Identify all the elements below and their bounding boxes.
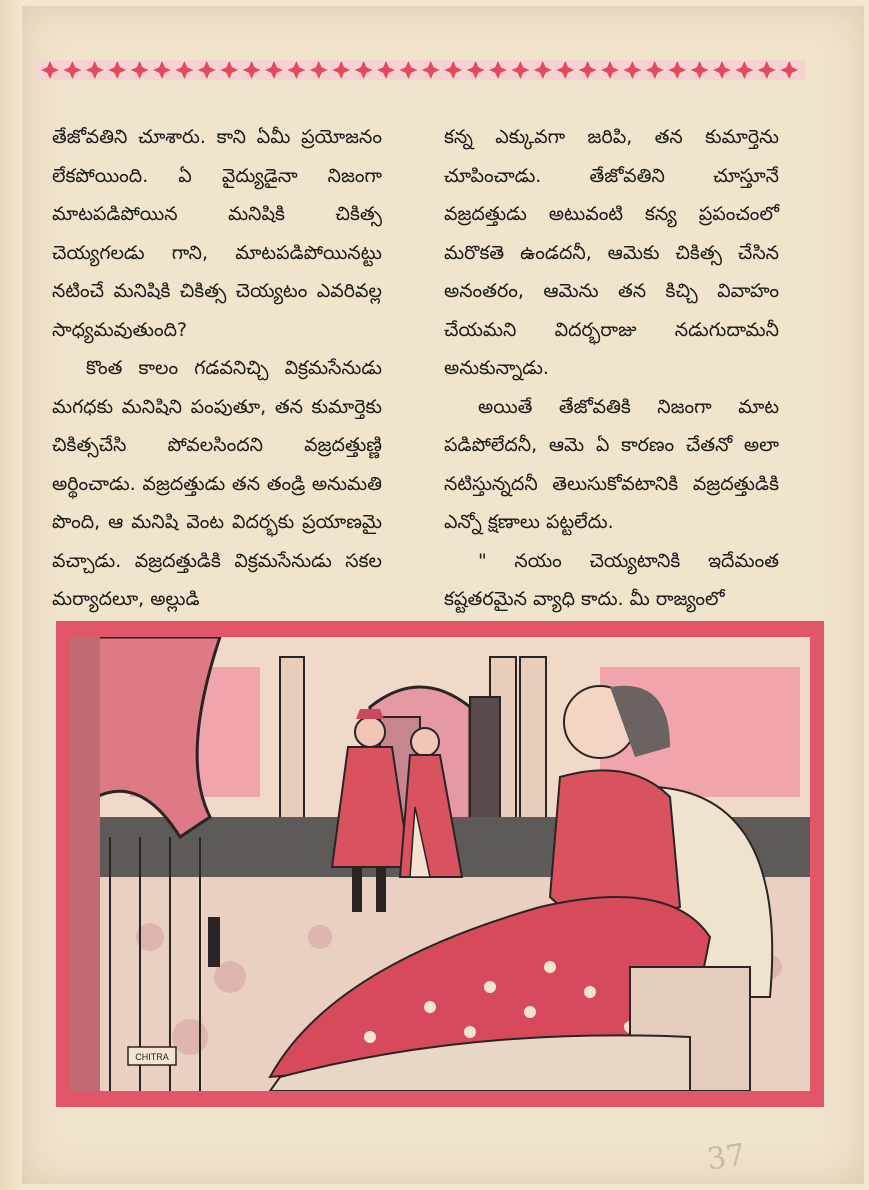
paragraph: తేజోవతిని చూశారు. కాని ఏమీ ప్రయోజనం లేకపోయింది. ఏ వైద్యుడైనా నిజంగా మాటపడిపోయిన మనిషికి చికిత్స చెయ్యగలడు గాని, మాటపడిపోయినట్టు నటించే మనిషికి చికిత్స చెయ్యటం ఎవరివల్ల సాధ్యమవుతుంది?: [52, 126, 382, 341]
left-text-column: [52, 118, 382, 619]
right-text-column: [444, 118, 779, 619]
illustration-scene: [70, 637, 810, 1091]
paragraph: కన్న ఎక్కువగా జరిపి, తన కుమార్తెను చూపించాడు. తేజోవతిని చూస్తూనే వజ్రదత్తుడు అటువంటి కన్య ప్రపంచంలో మరొకతె ఉండదనీ, ఆమెకు చికిత్స చేసిన అనంతరం, ఆమెను తన కిచ్చి వివాహం చేయమని విదర్భరాజు నడుగుదామనీ అనుకున్నాడు.: [444, 126, 779, 379]
decorative-border: [38, 56, 806, 84]
page-number: 37: [704, 1137, 748, 1178]
paragraph: " నయం చెయ్యటానికి ఇదేమంత కష్టతరమైన వ్యాధి కాదు. మీ రాజ్యంలో: [444, 549, 779, 610]
paragraph: అయితే తేజోవతికి నిజంగా మాట పడిపోలేదనీ, ఆమె ఏ కారణం చేతనో అలా నటిస్తున్నదనీ తెలుసుకోవటానికి వజ్రదత్తుడికి ఎన్నో క్షణాలు పట్టలేదు.: [444, 395, 779, 533]
page-binding-edge: [0, 0, 22, 1190]
story-illustration: [56, 621, 824, 1107]
artist-signature: CHITRA: [135, 1052, 169, 1062]
paragraph: కొంత కాలం గడవనిచ్చి విక్రమసేనుడు మగధకు మనిషిని పంపుతూ, తన కుమార్తెకు చికిత్సచేసి పోవలసిందని వజ్రదత్తుణ్ణి అర్థించాడు. వజ్రదత్తుడు తన తండ్రి అనుమతి పొంది, ఆ మనిషి వెంట విదర్భకు ప్రయాణమై వచ్చాడు. వజ్రదత్తుడికి విక్రమసేనుడు సకల మర్యాదలూ, అల్లుడి: [52, 357, 382, 610]
